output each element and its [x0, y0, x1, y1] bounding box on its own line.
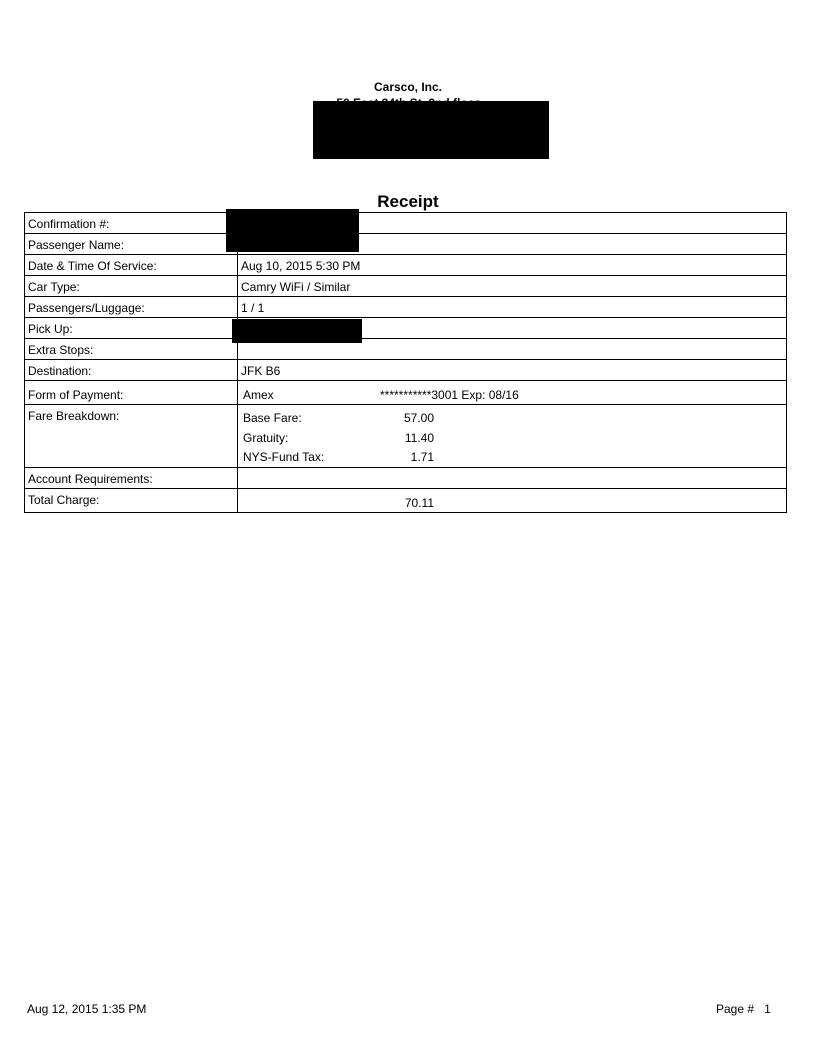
value-account-requirements [238, 468, 786, 488]
receipt-title: Receipt [377, 192, 439, 211]
value-total [238, 489, 786, 512]
company-name: Carsco, Inc. [373, 80, 443, 94]
row-confirmation [25, 213, 786, 234]
row-destination [25, 360, 786, 381]
label-destination: Destination: [25, 360, 238, 380]
row-total [25, 489, 786, 512]
page-label: Page # [716, 1002, 755, 1016]
row-car-type [25, 276, 786, 297]
value-fare [238, 405, 786, 467]
label-total: Total Charge: [25, 489, 238, 512]
page-number-value: 1 [764, 1002, 771, 1016]
label-car-type: Car Type: [25, 276, 238, 296]
row-pickup [25, 318, 786, 339]
label-fare: Fare Breakdown: [25, 405, 238, 467]
value-car-type: Camry WiFi / Similar [241, 280, 351, 294]
value-passengers-luggage: 1 / 1 [241, 301, 265, 315]
value-datetime: Aug 10, 2015 5:30 PM [241, 259, 361, 273]
label-payment: Form of Payment: [25, 381, 238, 404]
row-passenger [25, 234, 786, 255]
receipt-table [24, 212, 787, 513]
total-amount: 70.11 [404, 496, 434, 510]
label-account-requirements: Account Requirements: [25, 468, 238, 488]
row-payment [25, 381, 786, 405]
page-number [716, 1002, 771, 1016]
payment-card: ***********3001 Exp: 08/16 [380, 388, 519, 402]
label-passenger: Passenger Name: [25, 234, 238, 254]
label-passengers-luggage: Passengers/Luggage: [25, 297, 238, 317]
redaction-confirmation-passenger [226, 209, 359, 252]
fare-item-amount: 11.40 [404, 431, 434, 445]
row-extra-stops [25, 339, 786, 360]
row-account-requirements [25, 468, 786, 489]
label-extra-stops: Extra Stops: [25, 339, 238, 359]
print-timestamp: Aug 12, 2015 1:35 PM [27, 1002, 147, 1016]
fare-item-name: NYS-Fund Tax: [243, 450, 325, 464]
value-destination: JFK B6 [241, 364, 281, 378]
row-datetime [25, 255, 786, 276]
fare-item-name: Base Fare: [243, 411, 302, 425]
label-datetime: Date & Time Of Service: [25, 255, 238, 275]
fare-item-amount: 1.71 [410, 450, 434, 464]
value-payment [238, 381, 786, 404]
redaction-header [313, 101, 549, 159]
row-passengers-luggage [25, 297, 786, 318]
label-pickup: Pick Up: [25, 318, 238, 338]
fare-item-name: Gratuity: [243, 431, 289, 445]
payment-type: Amex [243, 388, 274, 402]
fare-item-amount: 57.00 [403, 411, 434, 425]
row-fare [25, 405, 786, 468]
redaction-pickup [232, 319, 362, 343]
label-confirmation: Confirmation #: [25, 213, 238, 233]
